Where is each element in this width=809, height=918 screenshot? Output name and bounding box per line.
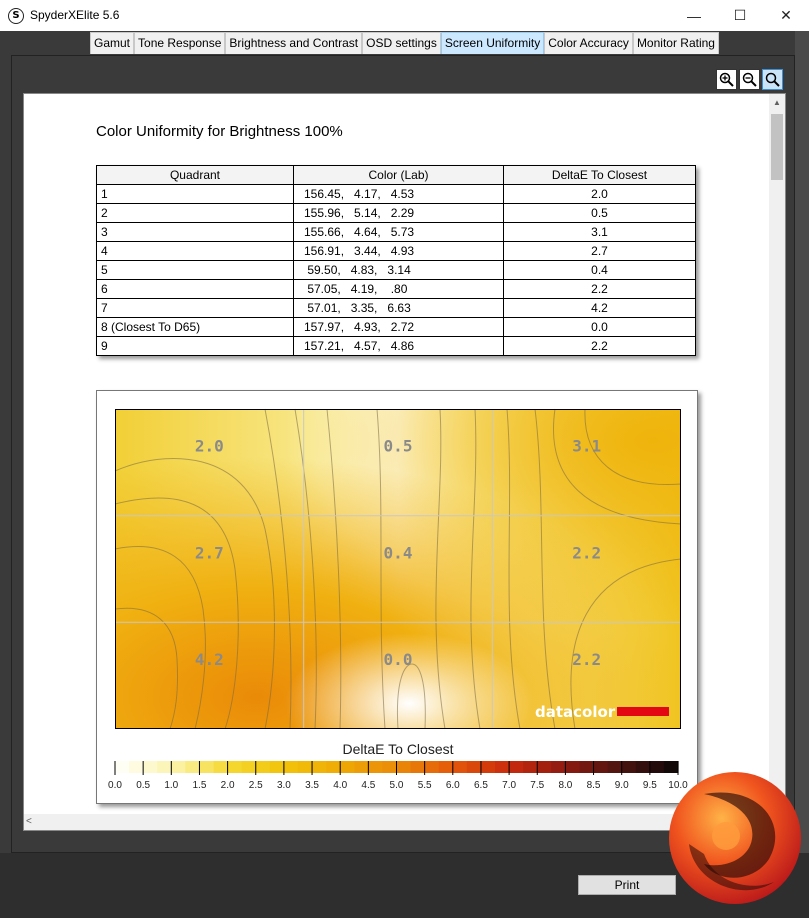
- color-lab-cell: 156.45, 4.17, 4.53: [294, 185, 504, 204]
- cell-value-label: 0.5: [383, 436, 413, 456]
- maximize-button[interactable]: ☐: [733, 7, 747, 23]
- tab-monitor-rating[interactable]: Monitor Rating: [633, 32, 719, 54]
- legend-tick-label: 1.0: [164, 780, 179, 791]
- legend-swatch: [199, 761, 214, 773]
- table-row: [97, 204, 696, 223]
- legend-tick-label: 6.5: [473, 780, 488, 791]
- legend-tick-label: 10.0: [668, 780, 688, 791]
- zoom-out-button[interactable]: [739, 69, 760, 90]
- legend-swatch: [214, 761, 229, 773]
- deltae-cell: 0.5: [504, 204, 696, 223]
- uniformity-heatmap: [115, 409, 681, 729]
- legend-swatch: [354, 761, 369, 773]
- legend-tick-label: 0.5: [136, 780, 151, 791]
- legend-swatch: [622, 761, 637, 773]
- legend-swatch: [636, 761, 651, 773]
- watermark-bar: [617, 707, 669, 716]
- legend-tick-label: 8.5: [586, 780, 601, 791]
- legend-tick-label: 1.5: [192, 780, 207, 791]
- table-row: [97, 280, 696, 299]
- legend-title: DeltaE To Closest: [342, 741, 454, 757]
- legend-tick-label: 4.5: [361, 780, 376, 791]
- deltae-cell: 2.2: [504, 337, 696, 356]
- tab-bar: [0, 31, 809, 55]
- quadrant-cell: 4: [97, 242, 294, 261]
- tab-brightness-and-contrast[interactable]: Brightness and Contrast: [225, 32, 362, 54]
- watermark-logo-icon: [664, 764, 806, 912]
- legend-swatch: [185, 761, 200, 773]
- deltae-cell: 4.2: [504, 299, 696, 318]
- tab-strip: [90, 32, 719, 54]
- deltae-cell: 0.0: [504, 318, 696, 337]
- column-header-deltae: DeltaE To Closest: [504, 166, 696, 185]
- quadrant-cell: 8 (Closest To D65): [97, 318, 294, 337]
- quadrant-cell: 6: [97, 280, 294, 299]
- quadrant-cell: 2: [97, 204, 294, 223]
- window-title: SpyderXElite 5.6: [30, 8, 120, 22]
- tab-color-accuracy[interactable]: Color Accuracy: [544, 32, 633, 54]
- legend-swatch: [594, 761, 609, 773]
- legend-swatch: [157, 761, 172, 773]
- color-lab-cell: 157.21, 4.57, 4.86: [294, 337, 504, 356]
- table-row: [97, 242, 696, 261]
- zoom-toolbar: [716, 69, 783, 90]
- tab-screen-uniformity[interactable]: Screen Uniformity: [441, 32, 544, 54]
- color-lab-cell: 156.91, 3.44, 4.93: [294, 242, 504, 261]
- tab-osd-settings[interactable]: OSD settings: [362, 32, 441, 54]
- report-view[interactable]: [23, 93, 786, 831]
- legend-swatch: [129, 761, 144, 773]
- legend-tick-label: 2.0: [220, 780, 235, 791]
- legend-tick-label: 5.0: [389, 780, 404, 791]
- legend-swatch: [143, 761, 158, 773]
- color-lab-cell: 57.05, 4.19, .80: [294, 280, 504, 299]
- legend-tick-label: 8.0: [558, 780, 573, 791]
- table-row: [97, 223, 696, 242]
- table-row: [97, 261, 696, 280]
- legend-swatch: [270, 761, 285, 773]
- legend-swatch: [228, 761, 243, 773]
- legend-tick-label: 6.0: [445, 780, 460, 791]
- deltae-cell: 2.7: [504, 242, 696, 261]
- legend-swatch: [495, 761, 510, 773]
- scroll-left-icon[interactable]: <: [26, 816, 32, 827]
- minimize-button[interactable]: —: [687, 7, 701, 24]
- legend-tick-label: 0.0: [108, 780, 122, 791]
- cell-value-label: 0.0: [383, 650, 413, 669]
- legend-swatch: [171, 761, 186, 773]
- print-button[interactable]: Print: [578, 875, 676, 895]
- watermark-text: datacolor: [535, 703, 616, 721]
- legend-swatch: [284, 761, 299, 773]
- close-button[interactable]: ✕: [780, 7, 792, 23]
- legend-swatch: [650, 761, 665, 773]
- quadrant-cell: 3: [97, 223, 294, 242]
- legend-tick-label: 3.5: [305, 780, 320, 791]
- column-header-color-lab: Color (Lab): [294, 166, 504, 185]
- quadrant-cell: 9: [97, 337, 294, 356]
- cell-value-label: 2.2: [572, 650, 602, 669]
- cell-value-label: 0.4: [383, 543, 413, 563]
- legend-swatch: [579, 761, 594, 773]
- deltae-cell: 3.1: [504, 223, 696, 242]
- legend-swatch: [256, 761, 271, 773]
- legend-swatch: [411, 761, 426, 773]
- legend-tick-label: 4.0: [333, 780, 348, 791]
- legend-swatch: [425, 761, 440, 773]
- horizontal-scrollbar[interactable]: [24, 814, 771, 830]
- legend-swatch: [453, 761, 468, 773]
- heatmap-shade-bottom-center: [115, 409, 681, 729]
- tab-gamut[interactable]: Gamut: [90, 32, 134, 54]
- table-row: [97, 185, 696, 204]
- quadrant-cell: 5: [97, 261, 294, 280]
- legend-swatch: [537, 761, 552, 773]
- vertical-scroll-thumb[interactable]: [771, 114, 783, 180]
- legend-swatch: [608, 761, 623, 773]
- color-lab-cell: 155.66, 4.64, 5.73: [294, 223, 504, 242]
- cell-value-label: 4.2: [194, 650, 224, 669]
- legend-swatch: [382, 761, 397, 773]
- legend-swatch: [481, 761, 496, 773]
- color-lab-cell: 59.50, 4.83, 3.14: [294, 261, 504, 280]
- tab-tone-response[interactable]: Tone Response: [134, 32, 225, 54]
- legend-swatch: [312, 761, 327, 773]
- legend-swatch: [298, 761, 313, 773]
- zoom-fit-icon: [765, 72, 780, 87]
- legend-tick-label: 5.5: [417, 780, 432, 791]
- legend-swatch: [397, 761, 412, 773]
- scroll-up-icon[interactable]: ▲: [773, 98, 781, 107]
- color-lab-cell: 155.96, 5.14, 2.29: [294, 204, 504, 223]
- zoom-in-icon: [719, 72, 734, 87]
- legend-swatch: [467, 761, 482, 773]
- deltae-cell: 2.0: [504, 185, 696, 204]
- uniformity-table: [96, 165, 696, 356]
- table-row: [97, 299, 696, 318]
- legend-swatch: [551, 761, 566, 773]
- cell-value-label: 2.2: [572, 543, 602, 563]
- deltae-cell: 0.4: [504, 261, 696, 280]
- legend-swatch: [523, 761, 538, 773]
- legend-tick-label: 7.0: [502, 780, 517, 791]
- deltae-cell: 2.2: [504, 280, 696, 299]
- zoom-in-button[interactable]: [716, 69, 737, 90]
- legend-swatch: [326, 761, 341, 773]
- color-lab-cell: 157.97, 4.93, 2.72: [294, 318, 504, 337]
- column-header-quadrant: Quadrant: [97, 166, 294, 185]
- table-row: [97, 318, 696, 337]
- legend-swatch: [439, 761, 454, 773]
- title-bar: [0, 0, 809, 31]
- legend-swatch: [565, 761, 580, 773]
- legend-swatch: [115, 761, 130, 773]
- legend-tick-label: 3.0: [276, 780, 291, 791]
- legend-swatch: [509, 761, 524, 773]
- uniformity-chart: [96, 390, 698, 804]
- legend-tick-label: 9.5: [642, 780, 657, 791]
- legend-tick-label: 7.5: [530, 780, 545, 791]
- legend-tick-label: 2.5: [248, 780, 263, 791]
- color-scale-legend: [108, 759, 695, 799]
- quadrant-cell: 1: [97, 185, 294, 204]
- legend-swatch: [368, 761, 383, 773]
- report-title: Color Uniformity for Brightness 100%: [96, 123, 343, 140]
- legend-tick-label: 9.0: [614, 780, 629, 791]
- zoom-out-icon: [742, 72, 757, 87]
- quadrant-cell: 7: [97, 299, 294, 318]
- cell-value-label: 2.0: [194, 436, 224, 456]
- legend-swatch: [242, 761, 257, 773]
- app-logo-icon: S: [8, 8, 24, 24]
- color-lab-cell: 57.01, 3.35, 6.63: [294, 299, 504, 318]
- zoom-fit-button[interactable]: [762, 69, 783, 90]
- cell-value-label: 2.7: [194, 543, 224, 563]
- vertical-scrollbar[interactable]: [769, 94, 785, 816]
- cell-value-label: 3.1: [572, 436, 602, 456]
- table-row: [97, 337, 696, 356]
- legend-swatch: [340, 761, 355, 773]
